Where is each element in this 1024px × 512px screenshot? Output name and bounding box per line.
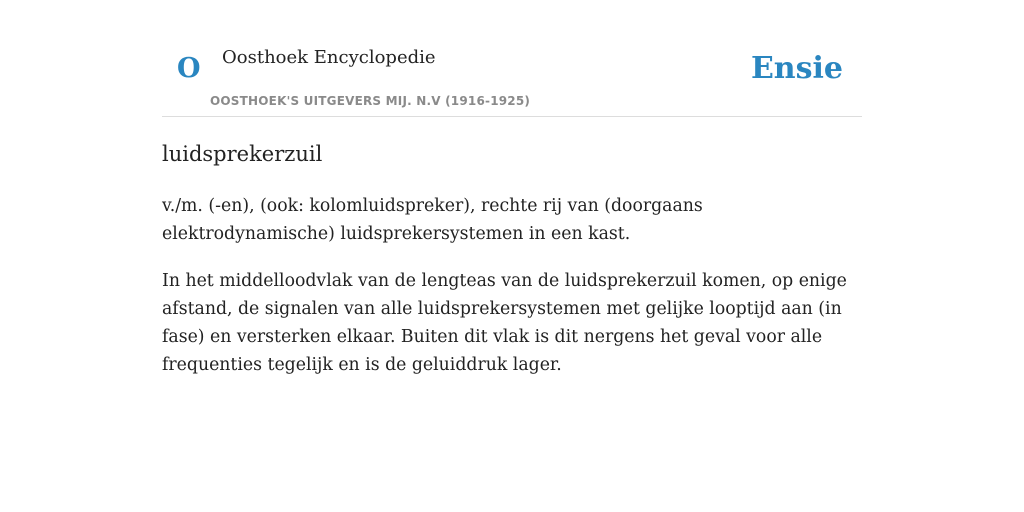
entry-paragraph-explanation: In het middelloodvlak van de lengteas van de luidsprekerzuil komen, op enige afstand, de signalen van alle luidsprekersystemen met gelijke looptijd aan (in fase) en versterken elkaar. Buiten dit vlak is dit nergens het geval voor alle frequenties tegelijk en is de geluiddruk lager. bbox=[162, 271, 847, 375]
brand-logo-link[interactable]: Ensie bbox=[750, 51, 843, 86]
logo-mark[interactable]: O bbox=[177, 53, 201, 84]
page-container bbox=[162, 0, 862, 375]
site-subtitle: OOSTHOEK'S UITGEVERS MIJ. N.V (1916-1925) bbox=[210, 94, 531, 108]
site-title[interactable]: Oosthoek Encyclopedie bbox=[222, 47, 436, 68]
entry-title: luidsprekerzuil bbox=[162, 142, 323, 166]
site-header bbox=[162, 0, 862, 117]
entry-paragraph-definition: v./m. (-en), (ook: kolomluidspreker), rechte rij van (doorgaans elektrodynamische) luidsprekersystemen in een kast. bbox=[162, 196, 703, 244]
